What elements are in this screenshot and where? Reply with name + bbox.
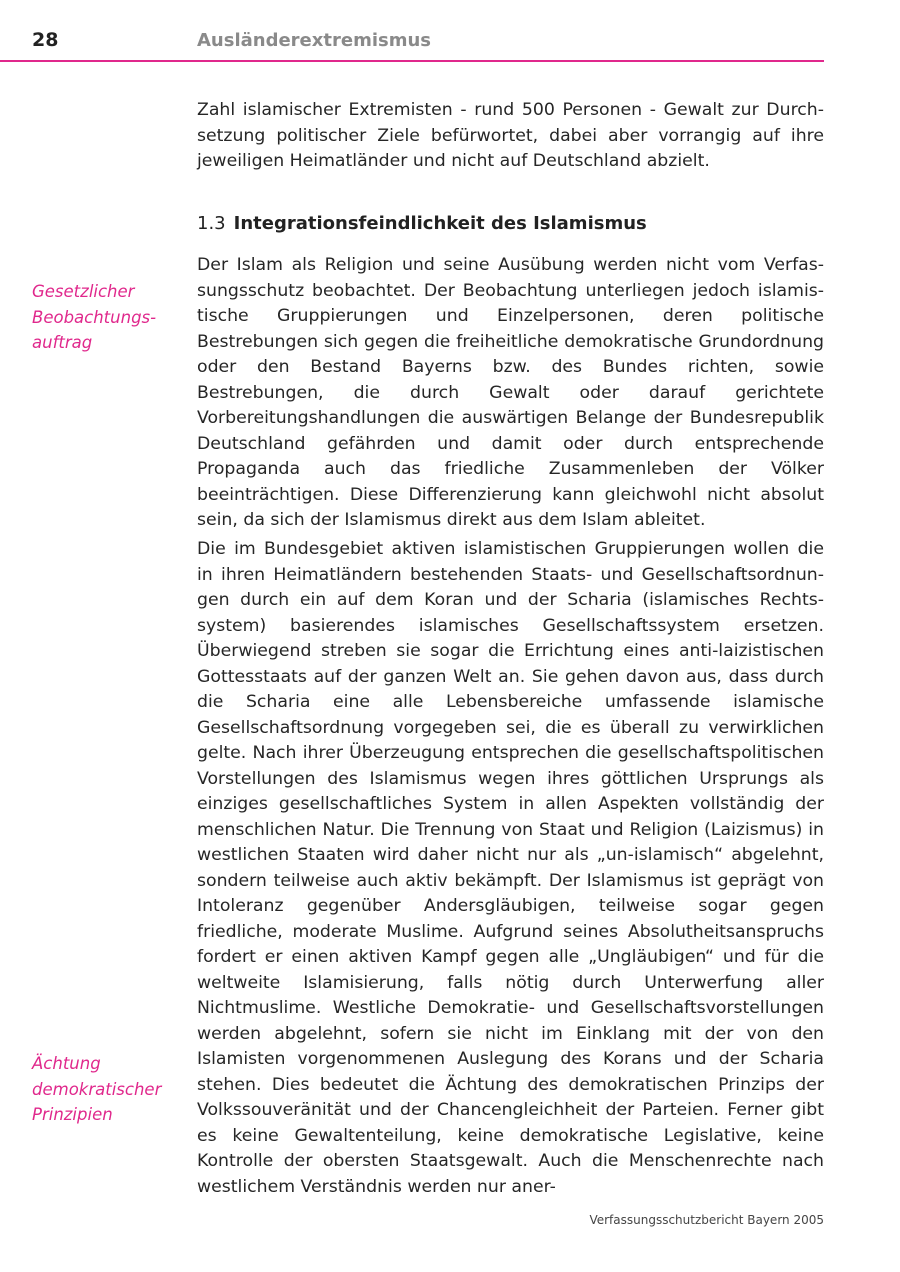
margin-note-aechtung xyxy=(32,1051,182,1128)
margin-note-beobachtungsauftrag xyxy=(32,279,182,356)
page-footer: Verfassungsschutzbericht Bayern 2005 xyxy=(589,1213,824,1227)
margin-note-line: Ächtung xyxy=(32,1054,101,1073)
section-title: Integrationsfeindlichkeit des Islamismus xyxy=(233,213,647,234)
margin-note-line: Prinzipien xyxy=(32,1105,113,1124)
body-paragraph-1: Der Islam als Religion und seine Ausübung werden nicht vom Verfassungsschutz beobachtet. Der Beobachtung unterliegen jedoch islamistische Gruppierungen und Einzelpersonen, deren politische Bestrebungen sich gegen die freiheitliche demokratische Grundordnung oder den Bestand Bayerns bzw. des Bundes richten, sowie Bestrebungen, die durch Gewalt oder darauf gerichtete Vorbereitungshandlungen die auswärtigen Belange der Bundesrepublik Deutschland gefährden und damit oder durch entsprechende Propaganda auch das friedliche Zusammenleben der Völker beeinträchtigen. Diese Differenzierung kann gleichwohl nicht absolut sein, da sich der Islamismus direkt aus dem Islam ableitet. xyxy=(197,255,824,530)
margin-note-line: Beobachtungs- xyxy=(32,307,157,327)
body-paragraph-2: Die im Bundesgebiet aktiven islamistischen Gruppierungen wollen die in ihren Heimatländern bestehenden Staats- und Gesellschaftsordnungen durch ein auf dem Koran und der Scharia (islamisches Rechtssystem) basierendes islamisches Gesellschaftssystem ersetzen. Überwiegend streben sie sogar die Errichtung eines anti-laizistischen Gottesstaats auf der ganzen Welt an. Sie gehen davon aus, dass durch die Scharia eine alle Lebensbereiche umfassende islamische Gesellschaftsordnung vorgegeben sei, die es überall zu verwirklichen gelte. Nach ihrer Überzeugung entsprechen die gesellschaftspolitischen Vorstellungen des Islamismus wegen ihres göttlichen Ursprungs als einziges gesellschaftliches System in allen Aspekten vollständig der menschlichen Natur. Die Trennung von Staat und Religion (Laizismus) in westlichen Staaten wird daher nicht nur als „un-islamisch“ abgelehnt, sondern teilweise auch aktiv bekämpft. Der Islamismus ist geprägt von Intoleranz gegenüber Andersgläubigen, teilweise sogar gegen friedliche, moderate Muslime. Aufgrund seines Absolutheitsanspruchs fordert er einen aktiven Kampf gegen alle „Ungläubigen“ und für die weltweite Islamisierung, falls nötig durch Unterwerfung aller Nichtmuslime. Westliche Demokratie- und Gesellschaftsvorstellungen werden abgelehnt, sofern sie nicht im Einklang mit der von den Islamisten vorgenommenen Auslegung des Korans und der Scharia stehen. Dies bedeutet die Ächtung des demokratischen Prinzips der Volkssouveränität und der Chancengleichheit der Parteien. Ferner gibt es keine Gewaltenteilung, keine demokratische Legislative, keine Kontrolle der obersten Staatsgewalt. Auch die Menschenrechte nach westlichem Verständnis werden nur aner- xyxy=(197,539,824,1197)
intro-paragraph: Zahl islamischer Extremisten - rund 500 Personen - Gewalt zur Durchsetzung politischer Ziele befürwortet, dabei aber vorrangig auf ihre jeweiligen Heimatländer und nicht auf Deutschland abzielt. xyxy=(197,100,824,171)
running-title: Ausländerextremismus xyxy=(197,30,431,51)
section-heading xyxy=(197,213,647,234)
margin-note-line: demokratischer xyxy=(32,1079,162,1099)
margin-note-line: auftrag xyxy=(32,333,93,352)
intro-block xyxy=(197,98,824,175)
section-body-2 xyxy=(197,537,824,1200)
section-number: 1.3 xyxy=(197,213,226,234)
section-body-1 xyxy=(197,253,824,534)
margin-note-line: Gesetzlicher xyxy=(32,282,135,301)
page-number: 28 xyxy=(32,29,59,51)
page-header xyxy=(0,28,824,62)
